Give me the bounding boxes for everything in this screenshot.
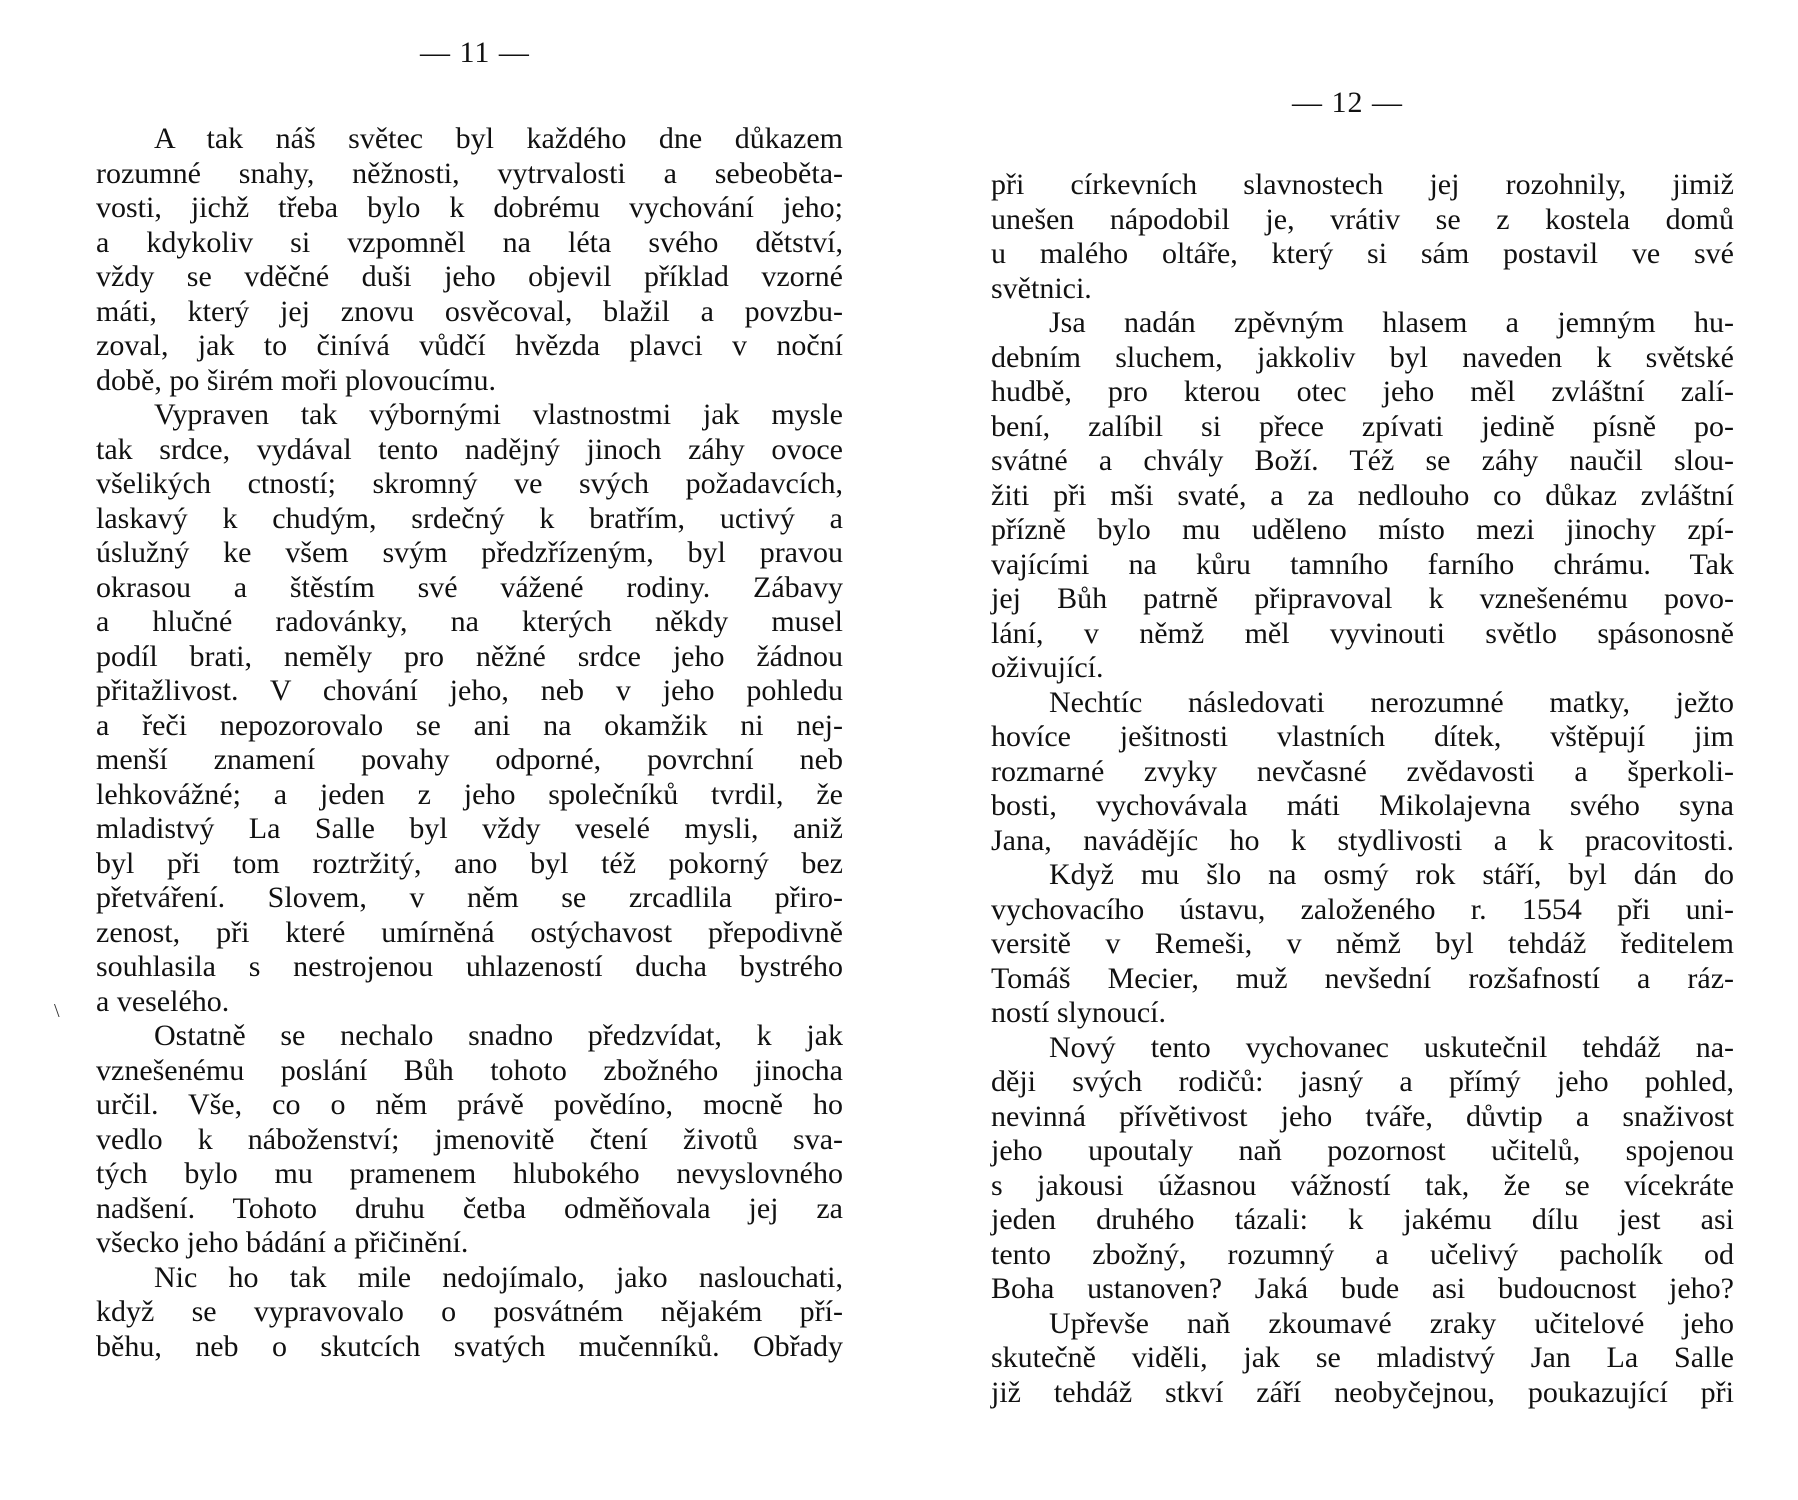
text-line: Ostatně se nechalo snadno předzvídat, k jak [154, 1019, 843, 1052]
margin-mark: \ [54, 1000, 60, 1022]
text-line: bení, zalíbil si přece zpívati jedině písně po- [991, 409, 1734, 443]
left-page-number: — 11 — [420, 36, 530, 69]
text-line: zenost, při které umírněná ostýchavost přepodivně [96, 915, 843, 949]
text-line: ději svých rodičů: jasný a přímý jeho pohled, [991, 1065, 1734, 1098]
text-line: běhu, neb o skutcích svatých mučenníků. Obřady [96, 1329, 843, 1363]
text-line: úslužný ke všem svým předzřízeným, byl pravou [96, 536, 843, 569]
text-line: hudbě, pro kterou otec jeho měl zvláštní zalí- [991, 375, 1734, 408]
text-line: s jakousi úžasnou vážností tak, že se vícekráte [991, 1168, 1734, 1202]
text-line: vznešenému poslání Bůh tohoto zbožného jinocha [96, 1053, 843, 1087]
text-line: Vypraven tak výbornými vlastnostmi jak mysle [154, 398, 843, 431]
text-line: tento zbožný, rozumný a učelivý pacholík od [991, 1237, 1734, 1271]
text-line: ností slynoucí. [991, 996, 1167, 1029]
text-line: nadšení. Tohoto druhu četba odměňovala jej za [96, 1191, 843, 1225]
text-line: přitažlivost. V chování jeho, neb v jeho pohledu [96, 674, 843, 707]
text-line: jeho upoutaly naň pozornost učitelů, spojenou [991, 1134, 1734, 1167]
text-line: rozmarné zvyky nevčasné zvědavosti a šperkoli- [991, 754, 1734, 788]
text-line: oživující. [991, 651, 1104, 684]
right-page-text [991, 168, 1734, 1410]
text-line: určil. Vše, co o něm právě povědíno, mocně ho [96, 1088, 843, 1121]
text-line: debním sluchem, jakkoliv byl naveden k světské [991, 340, 1734, 374]
text-line: Když mu šlo na osmý rok stáří, byl dán do [1049, 858, 1734, 891]
text-line: Boha ustanoven? Jaká bude asi budoucnost jeho? [991, 1272, 1734, 1305]
text-line: u malého oltáře, který si sám postavil ve své [991, 237, 1734, 270]
text-line: svátné a chvály Boží. Též se záhy naučil slou- [991, 444, 1734, 477]
right-page [899, 0, 1798, 1500]
text-line: žiti při mši svaté, a za nedlouho co důkaz zvláštní [991, 478, 1734, 512]
text-line: všecko jeho bádání a přičinění. [96, 1226, 469, 1259]
text-line: souhlasila s nestrojenou uhlazeností ducha bystrého [96, 950, 843, 983]
text-line: vajícími na kůru tamního farního chrámu. Tak [991, 547, 1734, 581]
text-line: při církevních slavnostech jej rozohnily, jimiž [991, 168, 1734, 201]
text-line: nevinná přívětivost jeho tváře, důvtip a snaživost [991, 1099, 1734, 1133]
text-line: tak srdce, vydával tento nadějný jinoch záhy ovoce [96, 432, 843, 466]
text-line: a hlučné radovánky, na kterých někdy musel [96, 605, 843, 638]
text-line: Jana, navádějíc ho k stydlivosti a k pracovitosti. [991, 823, 1734, 857]
text-line: mladistvý La Salle byl vždy veselé mysli, aniž [96, 812, 843, 845]
text-line: již tehdáž stkví září neobyčejnou, poukazující při [991, 1375, 1734, 1409]
text-line: skutečně viděli, jak se mladistvý Jan La Salle [991, 1341, 1734, 1374]
text-line: vždy se vděčné duši jeho objevil příklad vzorné [96, 260, 843, 293]
text-line: Tomáš Mecier, muž nevšední rozšafností a ráz- [991, 961, 1734, 995]
text-line: versitě v Remeši, v němž byl tehdáž ředitelem [991, 927, 1734, 960]
text-line: přetváření. Slovem, v něm se zrcadlila přiro- [96, 881, 843, 914]
text-line: přízně bylo mu uděleno místo mezi jinochy zpí- [991, 513, 1734, 546]
text-line: unešen nápodobil je, vrátiv se z kostela domů [991, 202, 1734, 236]
text-line: Nechtíc následovati nerozumné matky, ježto [1049, 685, 1734, 719]
text-line: lehkovážné; a jeden z jeho společníků tvrdil, že [96, 777, 843, 811]
text-line: hovíce ješitnosti vlastních dítek, vštěpují jim [991, 720, 1734, 753]
text-line: Upřevše naň zkoumavé zraky učitelové jeho [1049, 1306, 1734, 1340]
text-line: okrasou a štěstím své vážené rodiny. Zábavy [96, 570, 843, 604]
text-line: jeden druhého tázali: k jakému dílu jest asi [991, 1203, 1734, 1236]
text-line: podíl brati, neměly pro něžné srdce jeho žádnou [96, 639, 843, 673]
text-line: bosti, vychovávala máti Mikolajevna svého syna [991, 789, 1734, 822]
text-line: A tak náš světec byl každého dne důkazem [154, 122, 843, 155]
text-line: lání, v němž měl vyvinouti světlo spásonosně [991, 616, 1734, 650]
text-line: jej Bůh patrně připravoval k vznešenému povo- [991, 582, 1734, 615]
text-line: máti, který jej znovu osvěcoval, blažil a povzbu- [96, 294, 843, 328]
text-line: všelikých ctností; skromný ve svých požadavcích, [96, 467, 843, 500]
text-line: Nový tento vychovanec uskutečnil tehdáž na- [1049, 1030, 1734, 1064]
text-line: a řeči nepozorovalo se ani na okamžik ni nej- [96, 708, 843, 742]
text-line: byl při tom roztržitý, ano byl též pokorný bez [96, 846, 843, 880]
right-page-number: — 12 — [1292, 86, 1403, 119]
text-line: vychovacího ústavu, založeného r. 1554 při uni- [991, 892, 1734, 926]
left-page-text [96, 122, 843, 1364]
text-line: Jsa nadán zpěvným hlasem a jemným hu- [1049, 306, 1734, 339]
text-line: když se vypravovalo o posvátném nějakém pří- [96, 1295, 843, 1328]
text-line: době, po širém moři plovoucímu. [96, 363, 496, 397]
text-line: vedlo k náboženství; jmenovitě čtení životů sva- [96, 1122, 843, 1156]
text-line: a kdykoliv si vzpomněl na léta svého dětství, [96, 225, 843, 259]
text-line: menší znamení povahy odporné, povrchní neb [96, 743, 843, 776]
text-line: zoval, jak to činívá vůdčí hvězda plavci v noční [96, 329, 843, 362]
text-line: vosti, jichž třeba bylo k dobrému vychování jeho; [96, 191, 843, 224]
text-line: světnici. [991, 271, 1092, 305]
text-line: Nic ho tak mile nedojímalo, jako naslouchati, [154, 1260, 843, 1294]
text-line: tých bylo mu pramenem hlubokého nevyslovného [96, 1157, 843, 1190]
text-line: a veselého. [96, 984, 230, 1018]
text-line: rozumné snahy, něžnosti, vytrvalosti a sebeoběta- [96, 156, 843, 190]
text-line: laskavý k chudým, srdečný k bratřím, uctivý a [96, 501, 843, 535]
